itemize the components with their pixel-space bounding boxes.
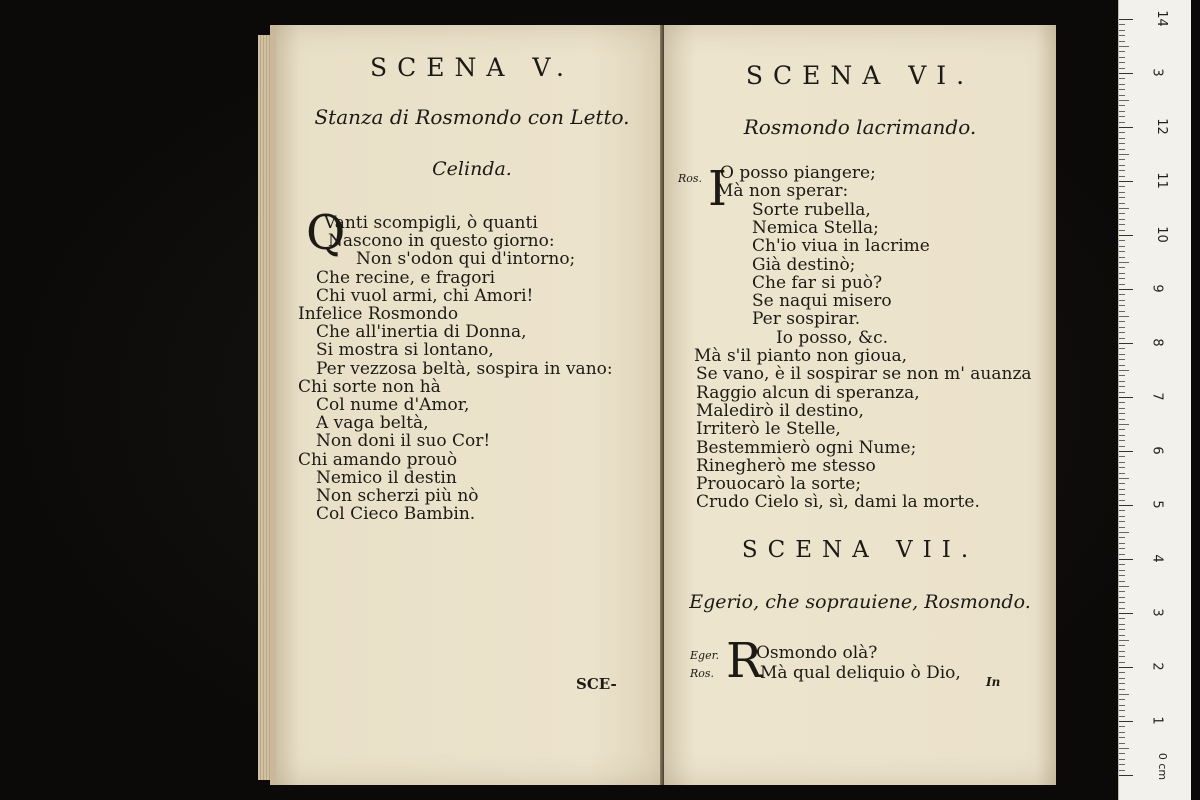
ruler-tick [1119, 30, 1125, 31]
ruler-tick [1119, 429, 1125, 430]
verse-line: Maledirò il destino, [696, 400, 864, 421]
verse-line: Nascono in questo giorno: [328, 231, 555, 252]
ruler-tick [1119, 127, 1133, 128]
ruler-tick [1119, 105, 1125, 106]
ruler-number: 7 [1149, 392, 1165, 401]
ruler-tick [1119, 759, 1125, 760]
ruler-tick [1119, 672, 1125, 673]
verse-line: Chi sorte non hà [298, 376, 441, 397]
ruler-tick [1119, 262, 1129, 263]
ruler-number: 3 [1149, 68, 1165, 77]
ruler-tick [1119, 246, 1125, 247]
verse-line: A vaga beltà, [316, 413, 429, 434]
ruler-tick [1119, 154, 1129, 155]
ruler-tick [1119, 629, 1125, 630]
verse-line: Bestemmierò ogni Nume; [696, 437, 917, 458]
verse-line: O posso piangere; [720, 163, 876, 183]
ruler-tick [1119, 273, 1125, 274]
ruler-tick [1119, 159, 1125, 160]
ruler-tick [1119, 489, 1125, 490]
ruler-tick [1119, 413, 1125, 414]
ruler-tick [1119, 424, 1129, 425]
ruler-tick [1119, 651, 1125, 652]
ruler-tick [1119, 338, 1125, 339]
ruler-tick [1119, 726, 1125, 727]
ruler-tick [1119, 359, 1125, 360]
dialogue-line: Mà qual deliquio ò Dio, [760, 663, 961, 683]
ruler-tick [1119, 327, 1125, 328]
verse-line: Già destinò; [752, 254, 856, 275]
ruler-tick [1119, 203, 1125, 204]
dialogue-line: Osmondo olà? [756, 643, 878, 663]
ruler-tick [1119, 365, 1125, 366]
scene-heading-vi: SCENA VI. [745, 61, 975, 90]
verse-line: Ch'io viua in lacrime [752, 236, 930, 257]
ruler-tick [1119, 635, 1125, 636]
ruler-tick [1119, 257, 1125, 258]
ruler-tick [1119, 591, 1125, 592]
ruler-tick [1119, 170, 1125, 171]
left-page [270, 25, 668, 785]
ruler-tick [1119, 446, 1125, 447]
measurement-ruler [1118, 0, 1191, 800]
ruler-tick [1119, 370, 1129, 371]
verse-line: Per vezzosa beltà, sospira in vano: [316, 358, 613, 379]
ruler-tick [1119, 375, 1125, 376]
ruler-tick [1119, 705, 1125, 706]
speaker-label-egerio: Eger. [690, 649, 720, 662]
ruler-tick [1119, 235, 1133, 236]
verse-line: Vanti scompigli, ò quanti [324, 213, 538, 233]
ruler-unit-label: 0 cm [1156, 752, 1170, 781]
ruler-tick [1119, 95, 1125, 96]
ruler-tick [1119, 138, 1125, 139]
verse-line: Se vano, è il sospirar se non m' auanza [696, 364, 1032, 385]
verse-line: Se naqui misero [752, 291, 892, 312]
ruler-tick [1119, 764, 1125, 765]
verse-line: Io posso, &c. [776, 327, 889, 348]
ruler-tick [1119, 419, 1125, 420]
drop-cap-r: R [726, 633, 763, 689]
verse-line: Chi vuol armi, chi Amori! [316, 285, 534, 306]
ruler-tick [1119, 656, 1125, 657]
ruler-tick [1119, 435, 1125, 436]
verse-line: Che recine, e fragori [316, 267, 496, 288]
ruler-tick [1119, 710, 1125, 711]
ruler-number: 5 [1149, 500, 1165, 509]
ruler-tick [1119, 354, 1125, 355]
ruler-tick [1119, 543, 1125, 544]
verse-line: Si mostra si lontano, [316, 340, 494, 361]
ruler-tick [1119, 84, 1125, 85]
ruler-tick [1119, 737, 1125, 738]
ruler-tick [1119, 213, 1125, 214]
ruler-tick [1119, 570, 1125, 571]
ruler-tick [1119, 51, 1125, 52]
catchword-right: In [986, 675, 1001, 689]
ruler-tick [1119, 548, 1125, 549]
ruler-tick [1119, 732, 1125, 733]
verse-line: Non doni il suo Cor! [316, 431, 491, 452]
ruler-tick [1119, 284, 1125, 285]
ruler-number: 12 [1153, 118, 1169, 135]
ruler-tick [1119, 294, 1125, 295]
ruler-tick [1119, 694, 1129, 695]
ruler-tick [1119, 678, 1125, 679]
ruler-tick [1119, 775, 1133, 776]
ruler-tick [1119, 278, 1125, 279]
ruler-tick [1119, 510, 1125, 511]
ruler-number: 11 [1153, 172, 1169, 189]
ruler-tick [1119, 35, 1125, 36]
ruler-tick [1119, 559, 1133, 560]
ruler-tick [1119, 743, 1125, 744]
ruler-number: 4 [1149, 554, 1165, 563]
scene-subtitle-vi: Rosmondo lacrimando. [743, 115, 977, 139]
ruler-tick [1119, 581, 1125, 582]
verse-line: Crudo Cielo sì, sì, dami la morte. [696, 492, 980, 513]
verse-line: Mà s'il pianto non gioua, [694, 346, 908, 366]
ruler-tick [1119, 192, 1125, 193]
verse-line: Sorte rubella, [752, 199, 871, 220]
ruler-tick [1119, 440, 1125, 441]
ruler-tick [1119, 305, 1125, 306]
ruler-tick [1119, 716, 1125, 717]
ruler-tick [1119, 392, 1125, 393]
ruler-tick [1119, 662, 1125, 663]
ruler-tick [1119, 402, 1125, 403]
ruler-tick [1119, 386, 1125, 387]
speaker-label-ros: Ros. [678, 172, 703, 185]
open-book [250, 25, 1065, 785]
ruler-tick [1119, 186, 1125, 187]
ruler-tick [1119, 554, 1125, 555]
verse-line: Col nume d'Amor, [316, 395, 470, 415]
ruler-tick [1119, 608, 1125, 609]
speaker-celinda: Celinda. [432, 158, 512, 180]
ruler-tick [1119, 478, 1129, 479]
ruler-tick [1119, 462, 1125, 463]
scene-heading-vii: SCENA VII. [741, 537, 979, 563]
verse-line: Per sospirar. [752, 309, 861, 330]
ruler-tick [1119, 165, 1125, 166]
catchword-left: SCE- [576, 675, 617, 693]
verse-line: Che all'inertia di Donna, [316, 322, 527, 343]
ruler-tick [1119, 586, 1129, 587]
ruler-tick [1119, 41, 1125, 42]
ruler-tick [1119, 73, 1133, 74]
ruler-tick [1119, 19, 1133, 20]
ruler-tick [1119, 618, 1125, 619]
ruler-number: 8 [1149, 338, 1165, 347]
ruler-tick [1119, 597, 1125, 598]
ruler-tick [1119, 505, 1133, 506]
ruler-tick [1119, 564, 1125, 565]
verse-line: Non scherzi più nò [316, 486, 479, 506]
ruler-number: 9 [1149, 284, 1165, 293]
ruler-tick [1119, 624, 1125, 625]
scene-heading-v: SCENA V. [369, 53, 574, 82]
ruler-tick [1119, 527, 1125, 528]
ruler-tick [1119, 78, 1125, 79]
ruler-number: 3 [1149, 608, 1165, 617]
ruler-tick [1119, 240, 1125, 241]
ruler-tick [1119, 251, 1125, 252]
ruler-tick [1119, 122, 1125, 123]
ruler-tick [1119, 748, 1129, 749]
ruler-tick [1119, 575, 1125, 576]
ruler-tick [1119, 483, 1125, 484]
ruler-tick [1119, 100, 1129, 101]
ruler-tick [1119, 397, 1133, 398]
ruler-tick [1119, 332, 1125, 333]
ruler-tick [1119, 343, 1133, 344]
ruler-tick [1119, 500, 1125, 501]
ruler-tick [1119, 89, 1125, 90]
ruler-tick [1119, 300, 1125, 301]
ruler-tick [1119, 381, 1125, 382]
verse-line: Nemica Stella; [752, 217, 879, 238]
ruler-tick [1119, 311, 1125, 312]
ruler-tick [1119, 689, 1125, 690]
ruler-tick [1119, 408, 1125, 409]
ruler-tick [1119, 116, 1125, 117]
verse-line: Prouocarò la sorte; [696, 474, 862, 495]
ruler-tick [1119, 532, 1129, 533]
ruler-tick [1119, 132, 1125, 133]
ruler-tick [1119, 473, 1125, 474]
verse-line: Chi amando prouò [298, 449, 458, 470]
speaker-label-rosmondo: Ros. [690, 667, 715, 680]
verse-line: Che far si può? [752, 272, 883, 293]
right-page [664, 25, 1056, 785]
ruler-tick [1119, 667, 1133, 668]
ruler-number: 14 [1153, 10, 1169, 27]
ruler-tick [1119, 770, 1125, 771]
ruler-tick [1119, 224, 1125, 225]
ruler-tick [1119, 640, 1129, 641]
verse-line: Rinegherò me stesso [696, 455, 876, 476]
ruler-number: 2 [1149, 662, 1165, 671]
ruler-tick [1119, 699, 1125, 700]
verse-line: Infelice Rosmondo [298, 304, 459, 324]
ruler-tick [1119, 683, 1125, 684]
ruler-tick [1119, 753, 1125, 754]
ruler-tick [1119, 149, 1125, 150]
ruler-number: 10 [1153, 226, 1169, 243]
ruler-tick [1119, 62, 1125, 63]
ruler-tick [1119, 721, 1133, 722]
ruler-tick [1119, 467, 1125, 468]
ruler-tick [1119, 348, 1125, 349]
ruler-tick [1119, 267, 1125, 268]
ruler-tick [1119, 645, 1125, 646]
ruler-tick [1119, 494, 1125, 495]
ruler-tick [1119, 537, 1125, 538]
ruler-tick [1119, 521, 1125, 522]
ruler-tick [1119, 176, 1125, 177]
drop-cap-q: Q [306, 205, 346, 261]
ruler-number: 1 [1149, 716, 1165, 725]
ruler-tick [1119, 208, 1129, 209]
ruler-tick [1119, 219, 1125, 220]
ruler-tick [1119, 451, 1133, 452]
ruler-tick [1119, 197, 1125, 198]
verse-line: Non s'odon qui d'intorno; [356, 249, 576, 270]
ruler-tick [1119, 111, 1125, 112]
ruler-tick [1119, 289, 1133, 290]
ruler-tick [1119, 46, 1129, 47]
ruler-tick [1119, 321, 1125, 322]
ruler-tick [1119, 143, 1125, 144]
ruler-number: 6 [1149, 446, 1165, 455]
verse-line: Mà non sperar: [716, 181, 849, 202]
ruler-tick [1119, 24, 1125, 25]
verse-line: Irriterò le Stelle, [696, 419, 841, 440]
ruler-tick [1119, 516, 1125, 517]
ruler-tick [1119, 181, 1133, 182]
scene-subtitle-vii: Egerio, che soprauiene, Rosmondo. [689, 591, 1031, 613]
verse-line: Raggio alcun di speranza, [696, 382, 920, 403]
scene-subtitle-v: Stanza di Rosmondo con Letto. [314, 105, 630, 129]
ruler-tick [1119, 602, 1125, 603]
ruler-tick [1119, 613, 1133, 614]
ruler-tick [1119, 57, 1125, 58]
ruler-tick [1119, 68, 1125, 69]
verse-line: Col Cieco Bambin. [316, 504, 476, 525]
ruler-tick [1119, 456, 1125, 457]
ruler-tick [1119, 316, 1129, 317]
verse-line: Nemico il destin [316, 467, 457, 488]
drop-cap-i: I [708, 161, 727, 217]
ruler-tick [1119, 230, 1125, 231]
